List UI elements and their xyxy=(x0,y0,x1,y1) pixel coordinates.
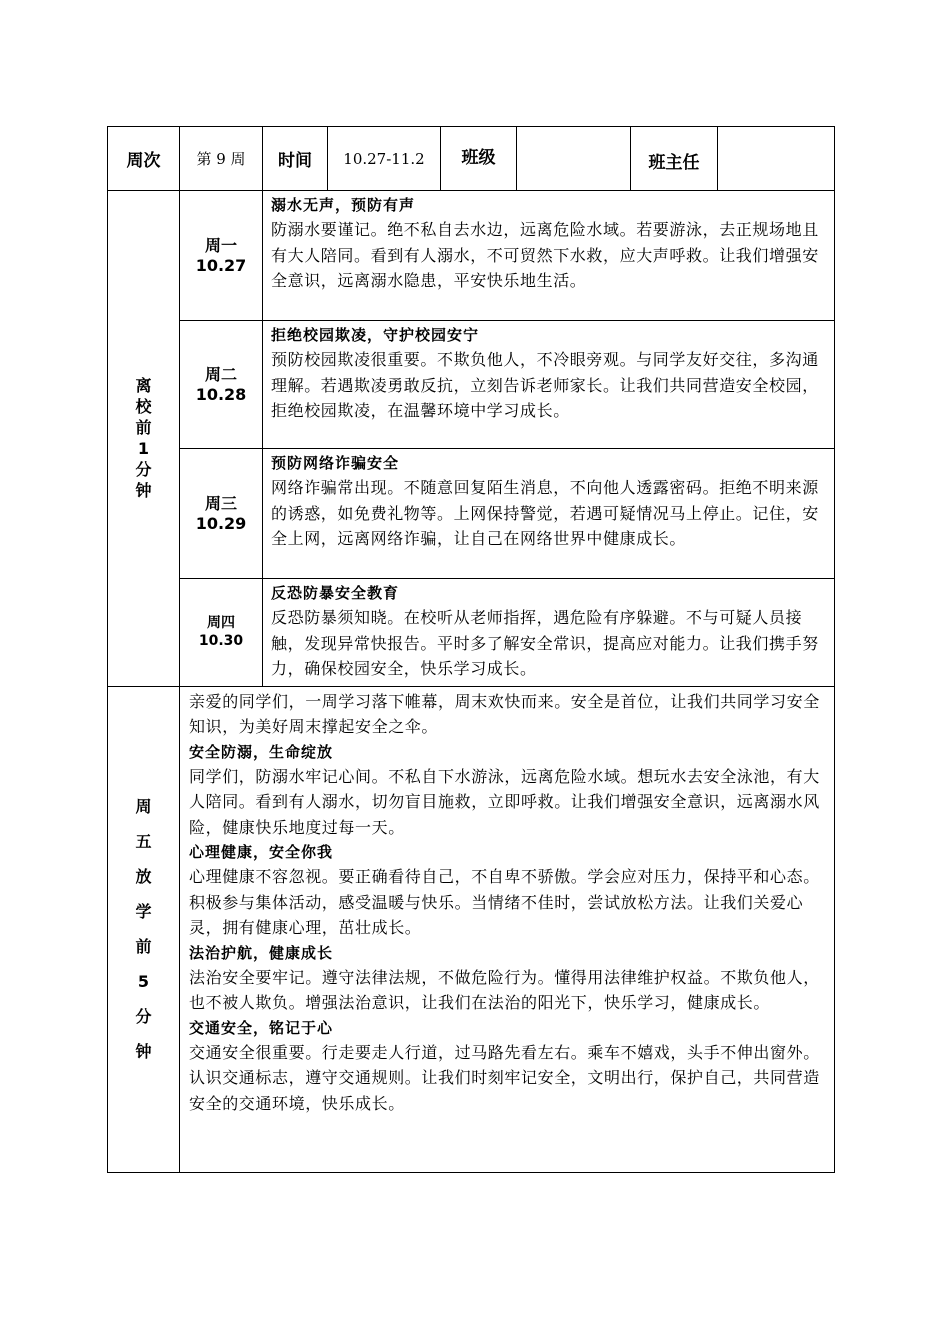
content-tuesday xyxy=(263,321,835,449)
friday-side-label: 周 五 放 学 前 5 分 钟 xyxy=(108,686,180,1172)
section-title: 安全防溺，生命绽放 xyxy=(189,742,334,761)
time-value: 10.27-11.2 xyxy=(328,127,441,191)
content-text: 反恐防暴须知晓。在校听从老师指挥，遇危险有序躲避。不与可疑人员接触，发现异常快报告。平时多了解安全常识，提高应对能力。让我们携手努力，确保校园安全，快乐学习成长。 xyxy=(271,608,819,678)
content-title: 预防网络诈骗安全 xyxy=(271,454,400,472)
section-text: 同学们，防溺水牢记心间。不私自下水游泳，远离危险水域。想玩水去安全泳池，有大人陪同。看到有人溺水，切勿盲目施救，立即呼救。让我们增强安全意识，远离溺水风险，健康快乐地度过每一天。 xyxy=(189,766,820,837)
content-title: 溺水无声，预防有声 xyxy=(271,196,416,214)
day-name: 周三 xyxy=(204,493,237,513)
section-title: 交通安全，铭记于心 xyxy=(189,1018,334,1037)
friday-intro: 亲爱的同学们，一周学习落下帷幕，周末欢快而来。安全是首位，让我们共同学习安全知识，为美好周末撑起安全之伞。 xyxy=(189,691,820,736)
day-cell-wednesday xyxy=(180,449,263,579)
content-monday xyxy=(263,191,835,321)
weekly-safety-schedule-table xyxy=(107,126,835,1173)
day-cell-tuesday xyxy=(180,321,263,449)
teacher-label: 班主任 xyxy=(631,127,718,191)
section-text: 法治安全要牢记。遵守法律法规，不做危险行为。懂得用法律维护权益。不欺负他人，也不被人欺负。增强法治意识，让我们在法治的阳光下，快乐学习，健康成长。 xyxy=(189,967,820,1012)
time-label: 时间 xyxy=(263,127,328,191)
content-text: 网络诈骗常出现。不随意回复陌生消息，不向他人透露密码。拒绝不明来源的诱惑，如免费礼物等。上网保持警觉，若遇可疑情况马上停止。记住，安全上网，远离网络诈骗，让自己在网络世界中健康成长。 xyxy=(271,478,819,548)
week-label: 周次 xyxy=(108,127,180,191)
section-title: 法治护航，健康成长 xyxy=(189,943,334,962)
section-title: 心理健康，安全你我 xyxy=(189,843,334,861)
day-cell-thursday xyxy=(180,579,263,687)
monday-row xyxy=(108,191,835,321)
class-label: 班级 xyxy=(441,127,517,191)
day-cell-monday xyxy=(180,191,263,321)
teacher-value xyxy=(718,127,835,191)
wednesday-row xyxy=(108,449,835,579)
section-text: 交通安全很重要。行走要走人行道，过马路先看左右。乘车不嬉戏，头手不伸出窗外。认识交通标志，遵守交通规则。让我们时刻牢记安全，文明出行，保护自己，共同营造安全的交通环境，快乐成长。 xyxy=(189,1042,820,1113)
day-date: 10.30 xyxy=(198,633,244,650)
content-text: 预防校园欺凌很重要。不欺负他人，不冷眼旁观。与同学友好交往，多沟通理解。若遇欺凌勇敢反抗，立刻告诉老师家长。让我们共同营造安全校园，拒绝校园欺凌，在温馨环境中学习成长。 xyxy=(271,350,819,420)
class-value xyxy=(517,127,631,191)
day-name: 周四 xyxy=(207,615,235,632)
day-date: 10.28 xyxy=(195,384,247,404)
before-leave-side-label: 离 校 前 1 分 钟 xyxy=(108,191,180,687)
content-thursday xyxy=(263,579,835,687)
day-date: 10.27 xyxy=(195,255,247,275)
content-title: 反恐防暴安全教育 xyxy=(271,584,400,602)
header-row xyxy=(108,127,835,191)
week-value: 第 9 周 xyxy=(180,127,263,191)
thursday-row xyxy=(108,579,835,687)
content-title: 拒绝校园欺凌，守护校园安宁 xyxy=(271,326,480,344)
content-wednesday xyxy=(263,449,835,579)
friday-row xyxy=(108,686,835,1172)
content-text: 防溺水要谨记。绝不私自去水边，远离危险水域。若要游泳，去正规场地且有大人陪同。看到有人溺水，不可贸然下水救，应大声呼救。让我们增强安全意识，远离溺水隐患，平安快乐地生活。 xyxy=(271,220,819,290)
day-name: 周二 xyxy=(204,364,237,384)
tuesday-row xyxy=(108,321,835,449)
section-text: 心理健康不容忽视。要正确看待自己，不自卑不骄傲。学会应对压力，保持平和心态。积极参与集体活动，感受温暖与快乐。当情绪不佳时，尝试放松方法。让我们关爱心灵，拥有健康心理，茁壮成长。 xyxy=(189,867,820,937)
friday-content xyxy=(180,686,835,1172)
day-name: 周一 xyxy=(204,235,237,255)
day-date: 10.29 xyxy=(195,513,247,533)
